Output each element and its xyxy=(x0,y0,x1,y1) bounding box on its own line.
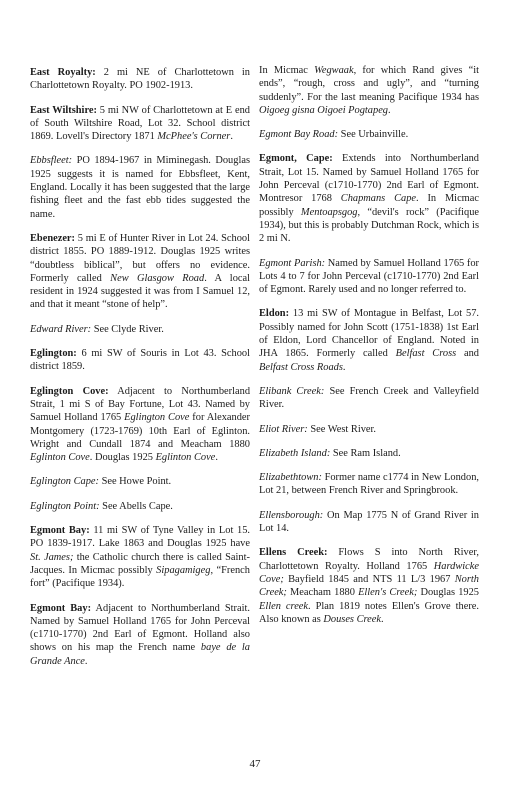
entry-headword: Egmont Bay Road: xyxy=(259,129,339,141)
left-column xyxy=(30,66,250,679)
entry-text: See Howe Point. xyxy=(98,476,172,488)
entry-headword: Egmont Parish: xyxy=(259,257,326,269)
gazetteer-entry xyxy=(30,500,250,513)
entry-italic-text: Wegwaak xyxy=(314,65,354,76)
entry-text: . xyxy=(84,655,88,667)
gazetteer-entry xyxy=(259,423,479,436)
entry-headword: Egmont Bay: xyxy=(30,525,90,537)
entry-italic-text: Eglington Cove xyxy=(124,412,190,424)
gazetteer-entry xyxy=(30,66,250,93)
entry-text: On Map 1775 N of Grand River in Lot 14. xyxy=(259,509,479,535)
entry-text: Named by Samuel Holland 1765 for Lots 4 to 7 for John Perceval (c1710-1770) 2nd Earl of Egmont. Rarely used and no longer referred to. xyxy=(259,257,479,296)
entry-text: . A local resident in 1924 suggested it was from I Samuel 12, and that it meant “stone of help”. xyxy=(30,272,251,311)
entry-text: , “French fort” (Pacifique 1934). xyxy=(30,564,250,590)
entry-text: Extends into Northumberland Strait, Lot 15. Named by Samuel Holland 1765 for John Perceval (c1710-1770) 2nd Earl of Egmont. Montresor 1768 xyxy=(259,153,480,205)
entry-text: Adjacent to Northumberland Strait. Named by Samuel Holland 1765 for John Perceval (c1710-1770) 2nd Earl of Egmont. Holland also shows on his map the French name xyxy=(30,602,250,654)
right-column xyxy=(259,64,479,637)
entry-text: . xyxy=(381,613,384,625)
entry-headword: Eglington Cape: xyxy=(30,476,99,488)
gazetteer-entry xyxy=(30,524,250,590)
entry-headword: Ebbsfleet: xyxy=(30,155,73,167)
entry-text: for Alexander Montgomery (1723-1769) 10th Earl of Eglinton. Wright and Cundall 1874 and Meacham 1880 xyxy=(30,412,251,450)
entry-text: Douglas 1925 xyxy=(417,587,479,599)
entry-headword: Elizabethtown: xyxy=(259,472,322,484)
entry-italic-text: baye de la Grande Ance xyxy=(30,642,250,667)
entry-headword: Ellens Creek: xyxy=(259,547,328,559)
gazetteer-entry xyxy=(259,385,479,412)
gazetteer-entry xyxy=(30,104,250,144)
entry-headword: Ebenezer: xyxy=(30,232,76,244)
gazetteer-entry xyxy=(30,232,250,312)
entry-headword: Eglington Cove: xyxy=(30,385,109,397)
gazetteer-entry xyxy=(30,602,250,668)
entry-text: . xyxy=(215,452,218,464)
entry-headword: Eliot River: xyxy=(259,423,308,435)
gazetteer-entry xyxy=(30,323,250,336)
gazetteer-entry xyxy=(30,347,250,374)
entry-italic-text: Ellen's Creek; xyxy=(358,587,418,599)
entry-italic-text: Chapmans Cape xyxy=(340,193,416,205)
entry-headword: Elizabeth Island: xyxy=(259,447,331,459)
entry-italic-text: Oigoeg gisna Oigoei Pogtapeg xyxy=(259,104,389,116)
entry-text: 6 mi SW of Souris in Lot 43. School district 1859. xyxy=(30,348,250,373)
entry-italic-text: St. James; xyxy=(30,551,74,563)
entry-italic-text: Eglinton Cove xyxy=(155,452,216,464)
entry-text: Former name c1774 in New London, Lot 21, between French River and Springbrook. xyxy=(259,472,479,497)
entry-text: 13 mi SW of Montague in Belfast, Lot 57. Possibly named for John Scott (1751-1838) 1st Earl of Eldon, Lord Chancellor of England. Noted in JHA 1865. Formerly called xyxy=(259,308,479,360)
entry-headword: Ellensborough: xyxy=(259,509,324,521)
entry-text: 5 mi E of Hunter River in Lot 24. School district 1855. PO 1889-1912. Douglas 1925 writes “doubtless biblical”, but offers no evidence. Formerly called xyxy=(30,232,250,284)
entry-italic-text: Hardwicke Cove; xyxy=(259,560,479,585)
entry-text: , for which Rand gives “it ends”, “rough, cross and ugly”, and “turning suddenly”. For the last meaning Pacifique 1934 has xyxy=(259,65,479,103)
entry-text: Meacham 1880 xyxy=(286,587,359,599)
entry-text: See Ram Island. xyxy=(330,447,401,459)
entry-headword: East Royalty: xyxy=(30,67,96,78)
entry-italic-text: Belfast Cross xyxy=(395,348,457,360)
entry-text: 5 mi NW of Charlottetown at E end of South Wiltshire Road, Lot 32. School district 1869. Lovell's Directory 1871 xyxy=(30,104,250,143)
entry-italic-text: McPhee's Corner xyxy=(157,131,231,143)
entry-italic-text: Douses Creek xyxy=(323,613,381,625)
entry-headword: Egmont Bay: xyxy=(30,602,92,614)
entry-headword: Elibank Creek: xyxy=(259,385,325,397)
gazetteer-entry xyxy=(30,154,250,220)
entry-text: 2 mi NE of Charlottetown in Charlottetown Royalty. PO 1902-1913. xyxy=(30,67,250,92)
entry-headword: Egmont, Cape: xyxy=(259,153,333,165)
entry-text: , “devil's rock” (Pacifique 1934), but this is probably Dutchman Rock, which is 2 mi N. xyxy=(259,206,479,245)
entry-text: and xyxy=(456,348,479,360)
gazetteer-entry xyxy=(259,152,479,245)
gazetteer-entry xyxy=(259,471,479,498)
gazetteer-entry xyxy=(259,64,479,117)
gazetteer-entry xyxy=(30,385,250,465)
entry-text: . xyxy=(342,361,346,373)
gazetteer-entry xyxy=(259,257,479,297)
entry-text: . Douglas 1925 xyxy=(89,452,156,464)
entry-italic-text: Sipagamigeg xyxy=(156,564,211,576)
entry-italic-text: New Glasgow Road xyxy=(110,272,205,284)
gazetteer-entry xyxy=(259,509,479,536)
entry-text: See Clyde River. xyxy=(91,323,164,335)
entry-text: 11 mi SW of Tyne Valley in Lot 15. PO 1839-1917. Lake 1863 and Douglas 1925 have xyxy=(30,525,250,550)
entry-text: In Micmac xyxy=(259,65,315,76)
entry-text: See Abells Cape. xyxy=(99,500,173,512)
entry-text: . Plan 1819 notes Ellen's Grove there. Also known as xyxy=(259,600,480,625)
gazetteer-entry xyxy=(259,447,479,460)
entry-text: See Urbainville. xyxy=(338,129,409,141)
gazetteer-entry xyxy=(259,128,479,141)
gazetteer-entry xyxy=(30,475,250,488)
entry-headword: Eldon: xyxy=(259,308,290,320)
entry-text: . xyxy=(388,104,391,116)
entry-text: . In Micmac possibly xyxy=(259,193,479,218)
entry-text: Bayfield 1845 and NTS 11 L/3 1967 xyxy=(283,573,455,585)
page-number: 47 xyxy=(249,758,261,770)
entry-headword: East Wiltshire: xyxy=(30,104,97,116)
entry-text: Flows S into North River, Charlottetown Royalty. Holland 1765 xyxy=(259,547,479,572)
gazetteer-entry xyxy=(259,546,479,626)
entry-headword: Eglington: xyxy=(30,348,77,360)
gazetteer-entry xyxy=(259,307,479,373)
entry-text: . xyxy=(230,131,233,143)
entry-italic-text: Ellen creek xyxy=(259,600,309,612)
entry-italic-text: Belfast Cross Roads xyxy=(259,361,343,373)
entry-text: See French Creek and Valleyfield River. xyxy=(259,385,479,411)
entry-italic-text: Mentoapsgog xyxy=(300,206,358,218)
entry-italic-text: Eglinton Cove xyxy=(30,452,90,464)
entry-text: Adjacent to Northumberland Strait, 1 mi S of Bay Fortune, Lot 43. Named by Samuel Holland 1765 xyxy=(30,385,251,424)
entry-text: See West River. xyxy=(307,423,376,435)
entry-italic-text: North Creek; xyxy=(259,573,479,599)
entry-headword: Edward River: xyxy=(30,323,92,335)
entry-text: the Catholic church there is called Saint-Jacques. In Micmac possibly xyxy=(30,551,250,576)
entry-headword: Eglington Point: xyxy=(30,500,100,512)
entry-text: PO 1894-1967 in Miminegash. Douglas 1925 suggests it is named for Ebbsfleet, Kent, England. Locally it has been suggested that the large fishing fleet and the fast ebb tides suggested the name. xyxy=(30,155,250,220)
